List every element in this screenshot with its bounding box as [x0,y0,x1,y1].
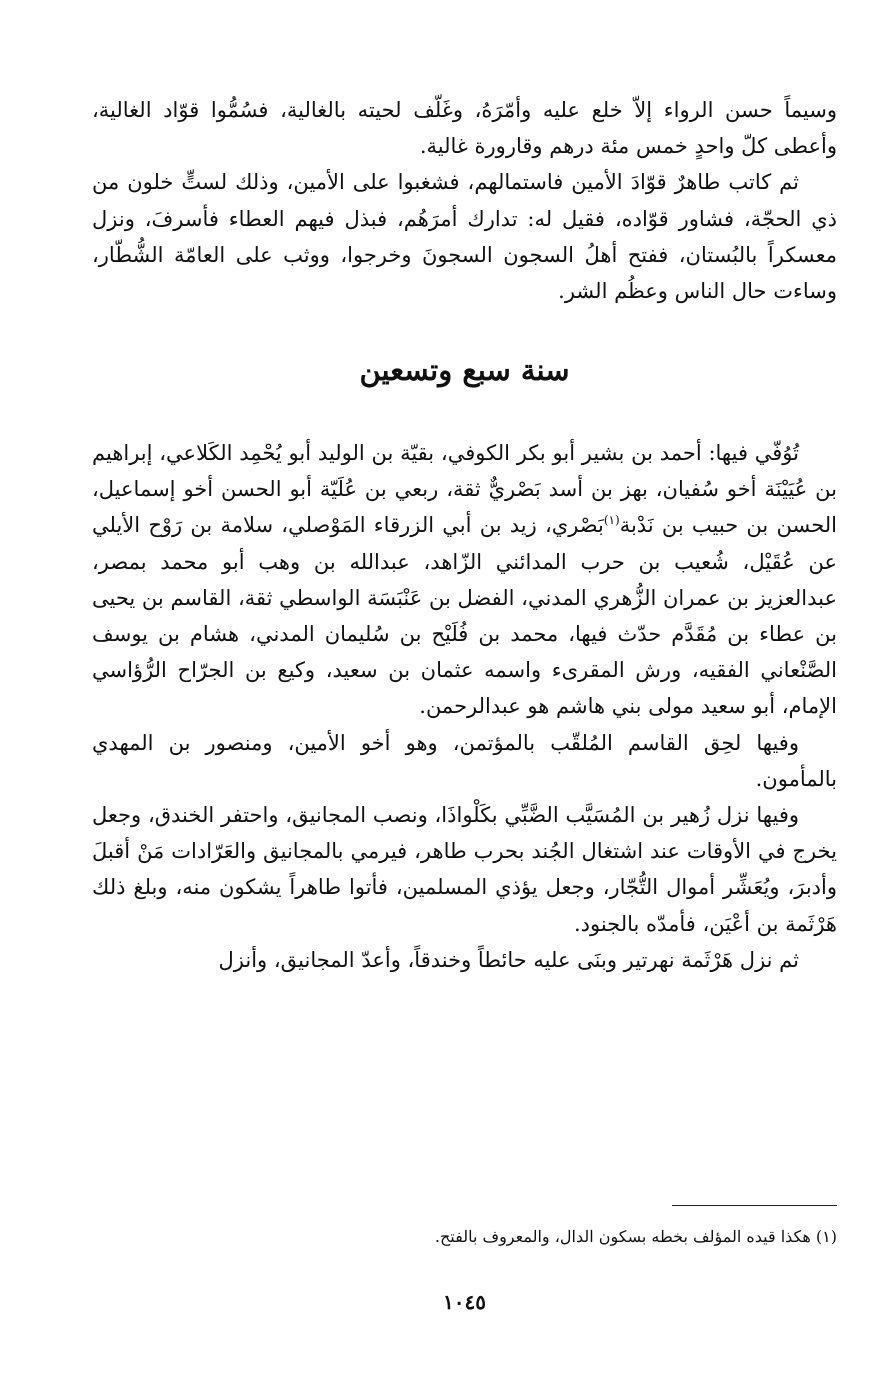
page-number: ١٠٤٥ [443,1290,486,1314]
year-section [92,435,837,978]
intro-paragraph-2: ثم كاتب طاهرٌ قوّادَ الأمين فاستمالهم، فشغبوا على الأمين، وذلك لستٍّ خلون من ذي الحجّة، فشاور قوّاده، فقيل له: تدارك أمرَهُم، فبذل فيهم العطاء فأسرفَ، ونزل معسكراً بالبُستان، ففتح أهلُ السجون السجونَ وخرجوا، ووثب على العامّة الشُّطّار، وساءت حال الناس وعظُم الشر. [92,170,837,304]
intro-paragraph-1: وسيماً حسن الرواء إلاّ خلع عليه وأمّرَهُ، وغَلّف لحيته بالغالية، فسُمُّوا قوّاد الغالية، وأعطى كلّ واحدٍ خمس مئة درهم وقارورة غالية. [92,98,837,159]
paragraph-qasim: وفيها لحِق القاسم المُلقّب بالمؤتمن، وهو أخو الأمين، ومنصور بن المهدي بالمأمون. [92,730,837,791]
paragraph-zuhair: وفيها نزل زُهير بن المُسَيَّب الضَّبِّي بكَلْواذَا، ونصب المجانيق، واحتفر الخندق، وجعل يخرج في الأوقات عند اشتغال الجُند بحرب طاهر، فيرمي بالمجانيق والعَرّادات مَنْ أقبلَ وأدبرَ، ويُعَشِّر أموال التُّجّار، وجعل يؤذي المسلمين، فأتوا طاهراً يشكون منه، وبلغ ذلك هَرْثَمة بن أعْيَن، فأمدّه بالجنود. [92,803,837,936]
intro-section [92,92,837,309]
footnote-marker: (١) [603,513,620,528]
deaths-text-end: بَصْري، زيد بن أبي الزرقاء المَوْصلي، سلامة بن رَوْح الأيلي عن عُقَيْل، شُعيب بن حرب المدائني الزّاهد، عبدالله بن وهب أبو محمد بمصر، عبدالعزيز بن عمران الزُّهري المدني، الفضل بن عَنْبَسَة الواسطي ثقة، القاسم بن يحيى بن عطاء بن مُقَدَّم حدّث فيها، محمد بن فُلَيْح بن سُليمان المدني، هشام بن يوسف الصَّنْعاني الفقيه، ورش المقرىء واسمه عثمان بن سعيد، وكيع بن الجرّاح الرُّؤاسي الإمام، أبو سعيد مولى بني هاشم هو عبدالرحمن. [92,513,837,719]
deaths-text-start: تُوُفّي فيها: أحمد بن بشير أبو بكر الكوفي، بقيّة بن الوليد أبو يُحْمِد الكَلاعي، إبراهيم بن عُيَيْنَة أخو سُفيان، بهز بن أسد بَصْريٌّ ثقة، ربعي بن عُلَيّة أبو الحسن أخو إسماعيل، الحسن بن حبيب بن نَدْبة [92,441,837,538]
paragraph-harthama: ثم نزل هَرْثَمة نهرتير وبنَى عليه حائطاً وخندقاً، وأعدّ المجانيق، وأنزل [218,947,799,972]
footnote: (١) هكذا قيده المؤلف بخطه بسكون الدال، والمعروف بالفتح. [434,1227,837,1246]
deaths-paragraph [92,435,837,725]
year-heading: سنة سبع وتسعين [359,353,570,387]
